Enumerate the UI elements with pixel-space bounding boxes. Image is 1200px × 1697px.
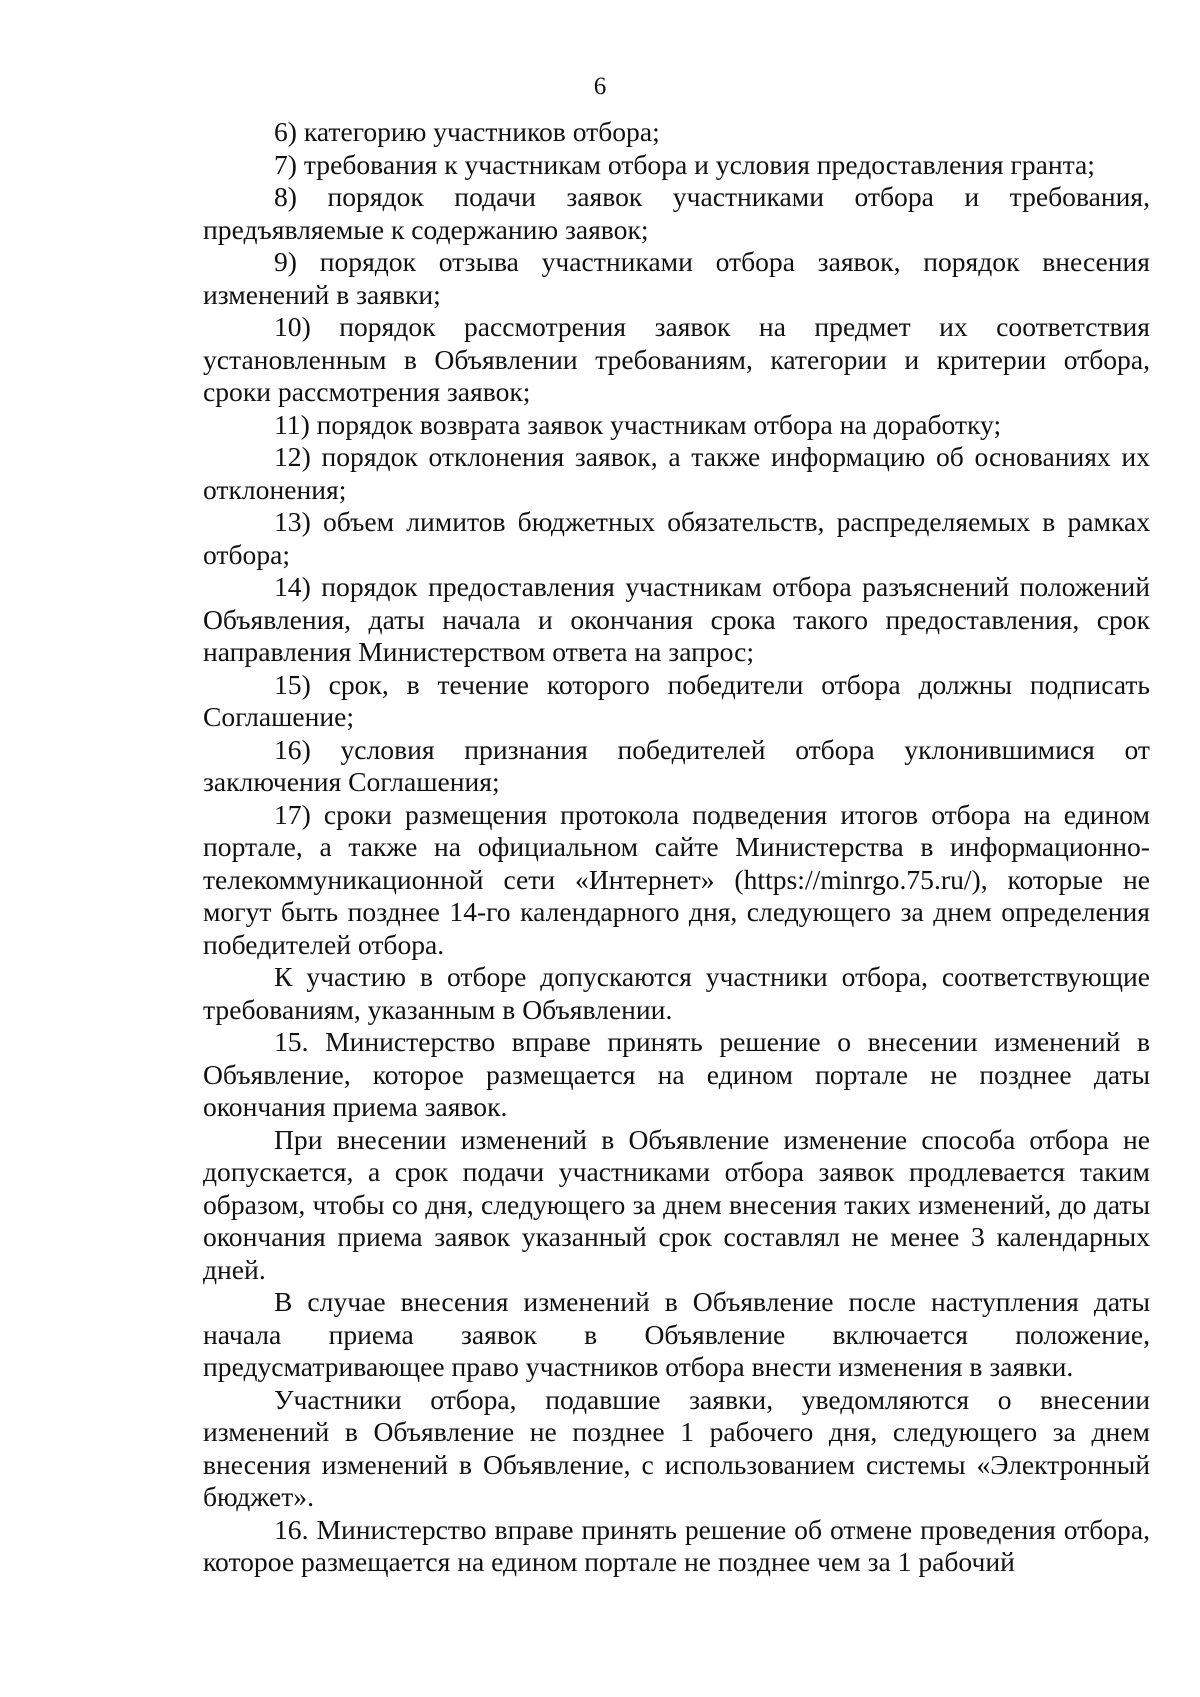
paragraph-clause-15: 15. Министерство вправе принять решение о внесении изменений в Объявление, которое размещается на едином портале не позднее даты окончания приема заявок. bbox=[203, 1026, 1150, 1122]
paragraph-item-8: 8) порядок подачи заявок участниками отбора и требования, предъявляемые к содержанию заявок; bbox=[203, 181, 1150, 245]
paragraph-item-6: 6) категорию участников отбора; bbox=[274, 116, 660, 147]
paragraph-item-7: 7) требования к участникам отбора и условия предоставления гранта; bbox=[274, 148, 1095, 180]
paragraph-item-11: 11) порядок возврата заявок участникам отбора на доработку; bbox=[274, 408, 1002, 440]
paragraph-item-14: 14) порядок предоставления участникам отбора разъяснений положений Объявления, даты начала и окончания срока такого предоставления, срок направления Министерством ответа на запрос; bbox=[203, 571, 1150, 667]
paragraph-item-9: 9) порядок отзыва участниками отбора заявок, порядок внесения изменений в заявки; bbox=[203, 246, 1150, 310]
paragraph-clause-16: 16. Министерство вправе принять решение об отмене проведения отбора, которое размещается на едином портале не позднее чем за 1 рабочий bbox=[203, 1513, 1150, 1577]
paragraph-item-17: 17) сроки размещения протокола подведения итогов отбора на едином портале, а также на официальном сайте Министерства в информационно-телекоммуникационной сети «Интернет» (https://minrgo.75.ru/), которые не могут быть позднее 14-го календарного дня, следующего за днем определения победителей отбора. bbox=[203, 798, 1150, 960]
paragraph-item-10: 10) порядок рассмотрения заявок на предмет их соответствия установленным в Объявлении требованиям, категории и критерии отбора, сроки рассмотрения заявок; bbox=[203, 311, 1150, 407]
page-number: 6 bbox=[593, 73, 607, 100]
paragraph-notification: Участники отбора, подавшие заявки, уведомляются о внесении изменений в Объявление не позднее 1 рабочего дня, следующего за днем внесения изменений в Объявление, с использованием системы «Электронный бюджет». bbox=[203, 1383, 1150, 1512]
paragraph-item-16: 16) условия признания победителей отбора уклонившимися от заключения Соглашения; bbox=[203, 733, 1150, 797]
paragraph-item-12: 12) порядок отклонения заявок, а также информацию об основаниях их отклонения; bbox=[203, 441, 1150, 505]
document-body bbox=[203, 116, 1150, 1579]
paragraph-item-15: 15) срок, в течение которого победители отбора должны подписать Соглашение; bbox=[203, 668, 1150, 732]
paragraph-changes-after-start: В случае внесения изменений в Объявление после наступления даты начала приема заявок в Объявление включается положение, предусматривающее право участников отбора внести изменения в заявки. bbox=[203, 1286, 1150, 1382]
paragraph-changes-method: При внесении изменений в Объявление изменение способа отбора не допускается, а срок подачи участниками отбора заявок продлевается таким образом, чтобы со дня, следующего за днем внесения таких изменений, до даты окончания приема заявок указанный срок составлял не менее 3 календарных дней. bbox=[203, 1123, 1150, 1285]
paragraph-admission: К участию в отборе допускаются участники отбора, соответствующие требованиям, указанным в Объявлении. bbox=[203, 961, 1150, 1025]
paragraph-item-13: 13) объем лимитов бюджетных обязательств, распределяемых в рамках отбора; bbox=[203, 506, 1150, 570]
